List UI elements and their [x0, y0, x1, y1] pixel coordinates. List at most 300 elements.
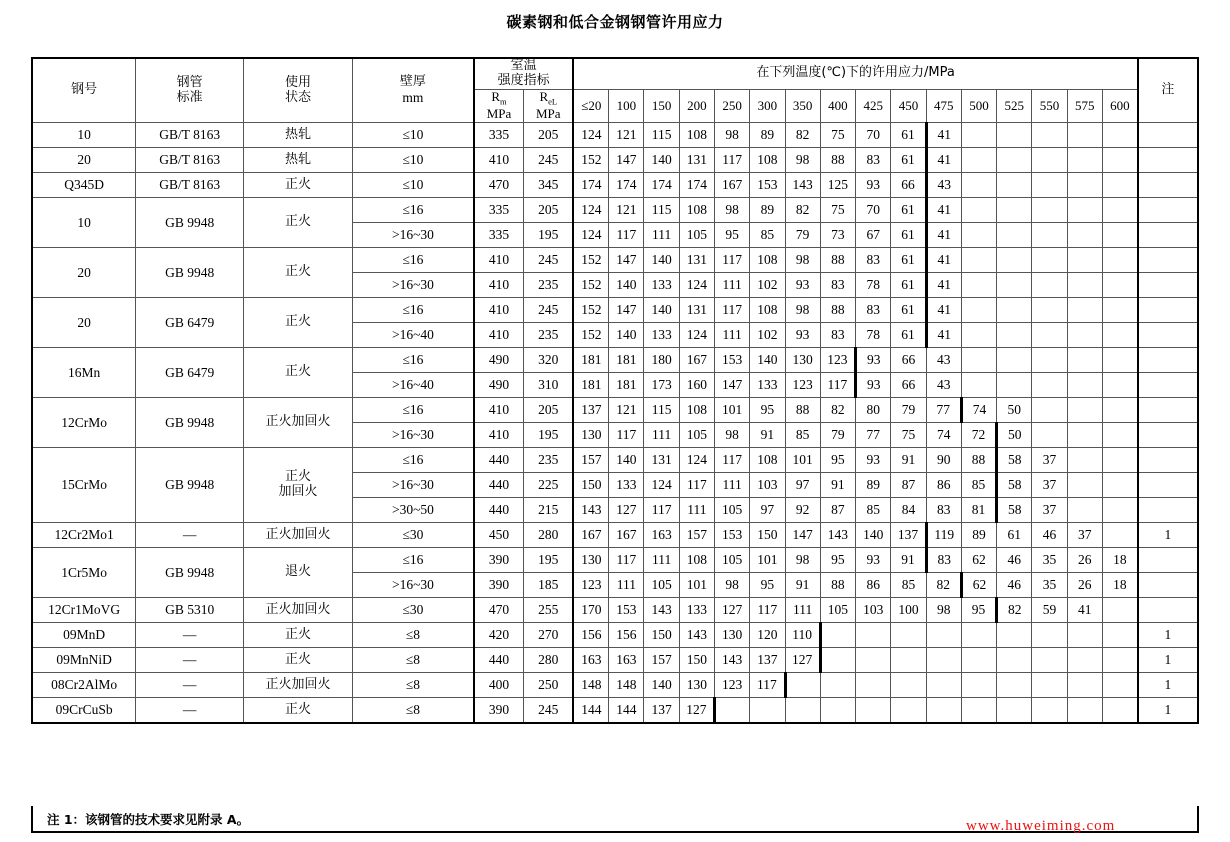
cell-rel: 245	[524, 698, 574, 724]
cell-stress-550: 59	[1032, 598, 1067, 623]
cell-stress-150: 133	[644, 323, 679, 348]
cell-stress-400: 83	[820, 273, 855, 298]
cell-stress-350: 92	[785, 498, 820, 523]
cell-rm: 440	[474, 648, 524, 673]
cell-condition: 正火 加回火	[244, 448, 353, 523]
cell-stress-200: 157	[679, 523, 714, 548]
cell-stress-350: 85	[785, 423, 820, 448]
table-body	[32, 123, 1198, 724]
cell-stress-425: 86	[856, 573, 891, 598]
cell-stress-525: 61	[997, 523, 1032, 548]
cell-stress-100: 121	[609, 398, 644, 423]
cell-thickness: >16~30	[353, 473, 474, 498]
table-row	[32, 173, 1198, 198]
cell-stress-20: 144	[573, 698, 608, 724]
cell-stress-425: 67	[856, 223, 891, 248]
table-row	[32, 348, 1198, 373]
cell-stress-525	[997, 648, 1032, 673]
cell-stress-575	[1067, 673, 1102, 698]
cell-rm: 410	[474, 423, 524, 448]
cell-rel: 205	[524, 198, 574, 223]
cell-standard: GB 6479	[136, 348, 244, 398]
cell-note: 1	[1138, 673, 1198, 698]
cell-rm: 440	[474, 498, 524, 523]
table-row	[32, 398, 1198, 423]
cell-stress-250: 105	[715, 498, 750, 523]
cell-stress-450: 61	[891, 273, 926, 298]
cell-stress-550	[1032, 323, 1067, 348]
cell-stress-525: 50	[997, 398, 1032, 423]
temp-header-525: 525	[997, 89, 1032, 122]
temp-header-500: 500	[961, 89, 996, 122]
cell-thickness: ≤10	[353, 173, 474, 198]
cell-stress-450: 87	[891, 473, 926, 498]
watermark: www.huweiming.com	[966, 818, 1116, 834]
cell-stress-425: 83	[856, 248, 891, 273]
table-row	[32, 298, 1198, 323]
cell-rel: 205	[524, 123, 574, 148]
cell-stress-475	[926, 648, 961, 673]
cell-stress-450: 91	[891, 548, 926, 573]
cell-rm: 490	[474, 348, 524, 373]
cell-stress-475: 41	[926, 298, 961, 323]
cell-stress-550	[1032, 123, 1067, 148]
cell-stress-400: 87	[820, 498, 855, 523]
cell-stress-575: 26	[1067, 548, 1102, 573]
cell-stress-250: 143	[715, 648, 750, 673]
cell-stress-525	[997, 223, 1032, 248]
cell-rel: 185	[524, 573, 574, 598]
cell-stress-550	[1032, 673, 1067, 698]
cell-stress-500	[961, 223, 996, 248]
cell-thickness: >16~30	[353, 423, 474, 448]
cell-stress-100: 140	[609, 448, 644, 473]
cell-stress-550	[1032, 148, 1067, 173]
cell-stress-600	[1102, 173, 1137, 198]
cell-stress-350: 91	[785, 573, 820, 598]
cell-standard: GB 9948	[136, 398, 244, 448]
cell-note	[1138, 423, 1198, 448]
cell-grade: 20	[32, 248, 136, 298]
cell-stress-500	[961, 373, 996, 398]
cell-stress-20: 152	[573, 323, 608, 348]
cell-stress-500	[961, 198, 996, 223]
temp-header-550: 550	[1032, 89, 1067, 122]
cell-stress-600	[1102, 323, 1137, 348]
cell-note	[1138, 123, 1198, 148]
cell-stress-250: 153	[715, 348, 750, 373]
cell-stress-450: 61	[891, 298, 926, 323]
cell-stress-425	[856, 673, 891, 698]
cell-grade: 08Cr2AlMo	[32, 673, 136, 698]
cell-stress-250: 98	[715, 423, 750, 448]
cell-stress-150: 115	[644, 198, 679, 223]
cell-stress-400: 83	[820, 323, 855, 348]
cell-note: 1	[1138, 698, 1198, 724]
cell-stress-600	[1102, 698, 1137, 724]
cell-stress-475: 43	[926, 373, 961, 398]
rel-symbol: $R_{eL}$	[539, 88, 558, 107]
cell-stress-250: 105	[715, 548, 750, 573]
cell-stress-575	[1067, 373, 1102, 398]
cell-stress-525	[997, 348, 1032, 373]
cell-stress-200: 108	[679, 123, 714, 148]
cell-rel: 195	[524, 548, 574, 573]
cell-condition: 正火	[244, 248, 353, 298]
cell-stress-550	[1032, 273, 1067, 298]
cell-rel: 280	[524, 648, 574, 673]
col-condition-line1: 使用	[285, 74, 312, 90]
cell-stress-150: 137	[644, 698, 679, 724]
cell-stress-200: 160	[679, 373, 714, 398]
cell-thickness: ≤8	[353, 673, 474, 698]
cell-stress-500: 85	[961, 473, 996, 498]
cell-stress-475: 90	[926, 448, 961, 473]
cell-stress-200: 167	[679, 348, 714, 373]
cell-stress-250: 153	[715, 523, 750, 548]
cell-rm: 390	[474, 548, 524, 573]
cell-rel: 345	[524, 173, 574, 198]
cell-stress-475: 41	[926, 148, 961, 173]
cell-stress-550: 46	[1032, 523, 1067, 548]
cell-stress-300: 95	[750, 573, 785, 598]
cell-grade: Q345D	[32, 173, 136, 198]
cell-stress-450: 79	[891, 398, 926, 423]
cell-stress-575	[1067, 273, 1102, 298]
cell-stress-400: 88	[820, 148, 855, 173]
cell-note	[1138, 573, 1198, 598]
cell-stress-200: 111	[679, 498, 714, 523]
cell-stress-250: 130	[715, 623, 750, 648]
cell-stress-300: 108	[750, 448, 785, 473]
cell-stress-600	[1102, 498, 1137, 523]
col-rm	[474, 89, 524, 122]
cell-stress-575: 26	[1067, 573, 1102, 598]
cell-stress-600	[1102, 273, 1137, 298]
cell-stress-200: 143	[679, 623, 714, 648]
cell-stress-150: 115	[644, 398, 679, 423]
cell-stress-450	[891, 623, 926, 648]
cell-note	[1138, 198, 1198, 223]
cell-rel: 245	[524, 298, 574, 323]
cell-standard: GB 9948	[136, 548, 244, 598]
cell-stress-250	[715, 698, 750, 724]
temp-header-200: 200	[679, 89, 714, 122]
cell-rel: 235	[524, 323, 574, 348]
cell-note	[1138, 498, 1198, 523]
cell-stress-525	[997, 173, 1032, 198]
cell-stress-300: 150	[750, 523, 785, 548]
cell-stress-575	[1067, 148, 1102, 173]
cell-stress-475: 98	[926, 598, 961, 623]
cell-stress-20: 152	[573, 148, 608, 173]
cell-stress-300: 102	[750, 273, 785, 298]
cell-standard: —	[136, 673, 244, 698]
cell-stress-250: 111	[715, 273, 750, 298]
cell-stress-250: 167	[715, 173, 750, 198]
cell-thickness: >16~30	[353, 223, 474, 248]
cell-stress-250: 101	[715, 398, 750, 423]
col-note: 注	[1138, 58, 1198, 123]
cell-stress-575	[1067, 423, 1102, 448]
cell-stress-450: 66	[891, 373, 926, 398]
cell-stress-600	[1102, 298, 1137, 323]
cell-stress-200: 131	[679, 298, 714, 323]
cell-stress-20: 124	[573, 123, 608, 148]
cell-stress-100: 133	[609, 473, 644, 498]
cell-condition: 正火	[244, 648, 353, 673]
cell-stress-425: 93	[856, 348, 891, 373]
cell-rm: 410	[474, 148, 524, 173]
cell-stress-550	[1032, 198, 1067, 223]
cell-grade: 10	[32, 123, 136, 148]
cell-stress-525: 58	[997, 473, 1032, 498]
cell-stress-100: 181	[609, 348, 644, 373]
cell-stress-200: 150	[679, 648, 714, 673]
cell-rm: 440	[474, 448, 524, 473]
cell-stress-350: 88	[785, 398, 820, 423]
table-row	[32, 448, 1198, 473]
cell-stress-550	[1032, 248, 1067, 273]
cell-stress-500: 81	[961, 498, 996, 523]
cell-stress-300: 85	[750, 223, 785, 248]
cell-stress-425	[856, 623, 891, 648]
cell-stress-500	[961, 173, 996, 198]
cell-stress-20: 130	[573, 548, 608, 573]
cell-stress-100: 181	[609, 373, 644, 398]
cell-stress-575	[1067, 698, 1102, 724]
cell-thickness: ≤16	[353, 548, 474, 573]
cell-stress-200: 124	[679, 323, 714, 348]
cell-stress-425: 93	[856, 548, 891, 573]
cell-grade: 10	[32, 198, 136, 248]
cell-rel: 250	[524, 673, 574, 698]
allowable-stress-table	[31, 57, 1199, 724]
cell-stress-575	[1067, 173, 1102, 198]
cell-stress-100: 111	[609, 573, 644, 598]
cell-stress-525	[997, 323, 1032, 348]
cell-stress-525	[997, 248, 1032, 273]
cell-stress-600	[1102, 423, 1137, 448]
cell-stress-400: 125	[820, 173, 855, 198]
cell-stress-20: 152	[573, 298, 608, 323]
cell-stress-500: 72	[961, 423, 996, 448]
cell-stress-525	[997, 623, 1032, 648]
cell-stress-200: 131	[679, 148, 714, 173]
col-condition	[244, 58, 353, 123]
cell-thickness: ≤16	[353, 198, 474, 223]
cell-rm: 420	[474, 623, 524, 648]
cell-condition: 热轧	[244, 123, 353, 148]
cell-stress-400: 117	[820, 373, 855, 398]
cell-rel: 215	[524, 498, 574, 523]
cell-note	[1138, 598, 1198, 623]
cell-note	[1138, 173, 1198, 198]
cell-stress-450: 61	[891, 148, 926, 173]
cell-stress-450	[891, 648, 926, 673]
cell-stress-20: 137	[573, 398, 608, 423]
col-thickness	[353, 58, 474, 123]
cell-rm: 390	[474, 573, 524, 598]
cell-stress-20: 156	[573, 623, 608, 648]
cell-note	[1138, 548, 1198, 573]
cell-note	[1138, 248, 1198, 273]
cell-stress-400: 73	[820, 223, 855, 248]
cell-stress-200: 174	[679, 173, 714, 198]
cell-stress-250: 98	[715, 573, 750, 598]
cell-rel: 205	[524, 398, 574, 423]
cell-standard: GB 9948	[136, 198, 244, 248]
cell-stress-150: 111	[644, 548, 679, 573]
cell-stress-450: 84	[891, 498, 926, 523]
cell-stress-300: 108	[750, 148, 785, 173]
cell-rm: 400	[474, 673, 524, 698]
cell-stress-500: 88	[961, 448, 996, 473]
cell-stress-300: 97	[750, 498, 785, 523]
cell-stress-350: 130	[785, 348, 820, 373]
cell-stress-600	[1102, 448, 1137, 473]
cell-stress-525: 82	[997, 598, 1032, 623]
cell-stress-100: 140	[609, 273, 644, 298]
table-row	[32, 523, 1198, 548]
cell-stress-425: 83	[856, 298, 891, 323]
cell-stress-20: 124	[573, 223, 608, 248]
cell-grade: 09CrCuSb	[32, 698, 136, 724]
cell-rel: 320	[524, 348, 574, 373]
rm-unit: MPa	[486, 106, 512, 122]
cell-condition: 正火加回火	[244, 398, 353, 448]
cell-thickness: >30~50	[353, 498, 474, 523]
cell-stress-350: 147	[785, 523, 820, 548]
cell-stress-400: 79	[820, 423, 855, 448]
cell-stress-20: 124	[573, 198, 608, 223]
cell-stress-575	[1067, 498, 1102, 523]
cell-stress-500	[961, 323, 996, 348]
cell-stress-200: 105	[679, 223, 714, 248]
cell-stress-425	[856, 648, 891, 673]
cell-rel: 235	[524, 448, 574, 473]
cell-stress-400: 75	[820, 123, 855, 148]
table-row	[32, 148, 1198, 173]
cell-stress-150: 173	[644, 373, 679, 398]
cell-condition: 正火	[244, 623, 353, 648]
cell-stress-100: 147	[609, 148, 644, 173]
cell-standard: GB 6479	[136, 298, 244, 348]
cell-stress-425: 89	[856, 473, 891, 498]
cell-rel: 310	[524, 373, 574, 398]
cell-thickness: ≤16	[353, 398, 474, 423]
cell-stress-400	[820, 673, 855, 698]
cell-stress-250: 98	[715, 198, 750, 223]
cell-stress-20: 150	[573, 473, 608, 498]
cell-condition: 正火加回火	[244, 673, 353, 698]
cell-stress-400: 88	[820, 573, 855, 598]
cell-stress-500	[961, 348, 996, 373]
cell-stress-400	[820, 648, 855, 673]
cell-stress-550	[1032, 648, 1067, 673]
cell-stress-300: 108	[750, 298, 785, 323]
cell-stress-400: 105	[820, 598, 855, 623]
cell-rm: 335	[474, 223, 524, 248]
cell-stress-150: 133	[644, 273, 679, 298]
cell-stress-400: 95	[820, 548, 855, 573]
cell-stress-300	[750, 698, 785, 724]
col-room-temp-group	[474, 58, 574, 89]
cell-stress-150: 115	[644, 123, 679, 148]
cell-stress-475	[926, 673, 961, 698]
cell-stress-150: 140	[644, 298, 679, 323]
cell-stress-20: 123	[573, 573, 608, 598]
cell-stress-400: 88	[820, 248, 855, 273]
cell-stress-100: 147	[609, 298, 644, 323]
cell-stress-150: 163	[644, 523, 679, 548]
cell-stress-250: 117	[715, 298, 750, 323]
cell-rm: 410	[474, 323, 524, 348]
temp-header-20: ≤20	[573, 89, 608, 122]
cell-note	[1138, 373, 1198, 398]
cell-stress-250: 117	[715, 148, 750, 173]
cell-stress-100: 117	[609, 548, 644, 573]
cell-stress-150: 124	[644, 473, 679, 498]
cell-stress-200: 117	[679, 473, 714, 498]
cell-stress-550	[1032, 698, 1067, 724]
cell-stress-475: 43	[926, 173, 961, 198]
cell-stress-300: 89	[750, 198, 785, 223]
temp-header-425: 425	[856, 89, 891, 122]
cell-stress-575	[1067, 473, 1102, 498]
cell-stress-200: 127	[679, 698, 714, 724]
cell-stress-150: 131	[644, 448, 679, 473]
cell-stress-400	[820, 698, 855, 724]
cell-stress-200: 108	[679, 398, 714, 423]
cell-stress-250: 117	[715, 248, 750, 273]
cell-rel: 255	[524, 598, 574, 623]
cell-rm: 410	[474, 273, 524, 298]
cell-stress-475: 83	[926, 548, 961, 573]
cell-note	[1138, 148, 1198, 173]
cell-stress-450	[891, 673, 926, 698]
cell-stress-350: 101	[785, 448, 820, 473]
cell-rel: 195	[524, 423, 574, 448]
cell-stress-550	[1032, 223, 1067, 248]
cell-rm: 440	[474, 473, 524, 498]
cell-stress-550: 35	[1032, 548, 1067, 573]
cell-stress-500	[961, 148, 996, 173]
cell-stress-250: 95	[715, 223, 750, 248]
cell-stress-525	[997, 698, 1032, 724]
cell-stress-450: 66	[891, 348, 926, 373]
rm-symbol: $R_m$	[491, 88, 507, 107]
cell-stress-20: 163	[573, 648, 608, 673]
temp-header-400: 400	[820, 89, 855, 122]
cell-condition: 正火	[244, 348, 353, 398]
temp-header-300: 300	[750, 89, 785, 122]
cell-stress-475: 41	[926, 273, 961, 298]
cell-stress-100: 127	[609, 498, 644, 523]
cell-stress-575	[1067, 198, 1102, 223]
cell-thickness: ≤16	[353, 448, 474, 473]
cell-standard: —	[136, 698, 244, 724]
cell-stress-350: 98	[785, 548, 820, 573]
cell-thickness: ≤8	[353, 623, 474, 648]
cell-stress-500: 62	[961, 573, 996, 598]
cell-stress-475	[926, 623, 961, 648]
table-row	[32, 548, 1198, 573]
cell-note	[1138, 323, 1198, 348]
cell-stress-425: 93	[856, 373, 891, 398]
cell-condition: 正火加回火	[244, 523, 353, 548]
cell-stress-350: 79	[785, 223, 820, 248]
